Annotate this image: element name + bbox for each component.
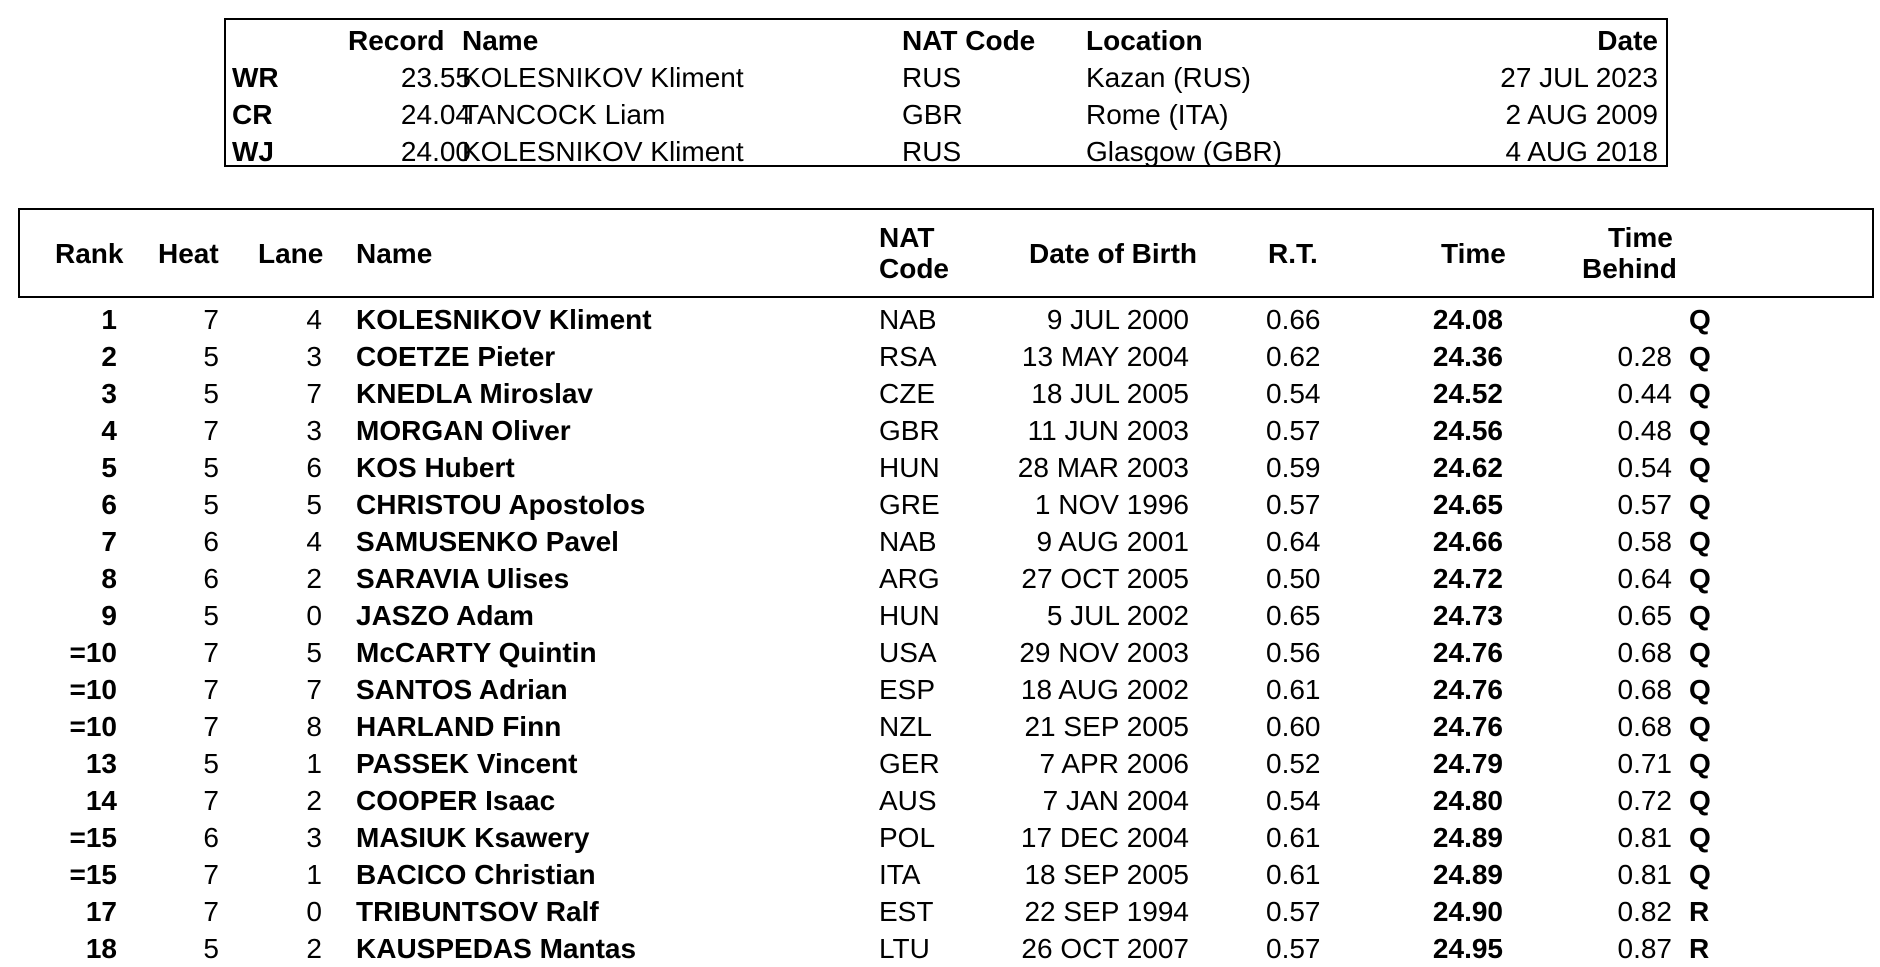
result-reaction-time: 0.52 (1266, 748, 1321, 779)
result-qualification: Q (1689, 637, 1711, 668)
result-heat: 7 (203, 785, 219, 816)
result-time: 24.95 (1432, 933, 1503, 964)
result-lane: 0 (306, 896, 322, 927)
result-dob: 18 AUG 2002 (1020, 674, 1189, 705)
result-lane: 2 (306, 933, 322, 964)
result-time: 24.08 (1432, 304, 1503, 335)
result-nat: GBR (879, 415, 940, 446)
table-row (0, 782, 1880, 819)
result-dob: 11 JUN 2003 (1027, 415, 1189, 446)
result-dob: 17 DEC 2004 (1020, 822, 1189, 853)
records-header-row (226, 22, 1666, 59)
result-nat: ARG (879, 563, 940, 594)
result-reaction-time: 0.65 (1266, 600, 1321, 631)
result-rank: 1 (101, 304, 117, 335)
result-time-behind: 0.64 (1617, 563, 1672, 594)
result-time-behind: 0.71 (1617, 748, 1672, 779)
result-rank: 13 (85, 748, 117, 779)
table-row (0, 375, 1880, 412)
result-rank: 9 (101, 600, 117, 631)
result-nat: GRE (879, 489, 940, 520)
result-reaction-time: 0.62 (1266, 341, 1321, 372)
result-dob: 7 APR 2006 (1039, 748, 1189, 779)
record-code: CR (232, 99, 273, 130)
result-heat: 7 (203, 304, 219, 335)
result-lane: 3 (306, 822, 322, 853)
result-time-behind: 0.65 (1617, 600, 1672, 631)
result-name: JASZO Adam (356, 600, 534, 631)
result-nat: POL (879, 822, 936, 853)
table-row (0, 708, 1880, 745)
result-dob: 7 JAN 2004 (1042, 785, 1189, 816)
record-holder: KOLESNIKOV Kliment (462, 62, 744, 93)
result-time: 24.76 (1432, 674, 1503, 705)
result-name: KAUSPEDAS Mantas (356, 933, 637, 964)
result-dob: 28 MAR 2003 (1017, 452, 1189, 483)
result-time-behind: 0.68 (1617, 674, 1672, 705)
header-heat: Heat (158, 238, 219, 269)
record-row (226, 96, 1666, 133)
result-lane: 1 (306, 748, 322, 779)
header-rank: Rank (55, 238, 124, 269)
result-nat: ESP (879, 674, 936, 705)
result-nat: ITA (879, 859, 921, 890)
result-nat: NAB (879, 304, 937, 335)
result-reaction-time: 0.54 (1266, 785, 1321, 816)
result-time-behind: 0.58 (1617, 526, 1672, 557)
result-dob: 29 NOV 2003 (1019, 637, 1189, 668)
result-lane: 2 (306, 563, 322, 594)
result-heat: 7 (203, 896, 219, 927)
result-heat: 7 (203, 711, 219, 742)
result-heat: 5 (203, 748, 219, 779)
result-qualification: Q (1689, 859, 1711, 890)
result-name: KOLESNIKOV Kliment (356, 304, 652, 335)
result-nat: HUN (879, 600, 940, 631)
result-name: BACICO Christian (356, 859, 596, 890)
result-reaction-time: 0.56 (1266, 637, 1321, 668)
result-lane: 5 (306, 489, 322, 520)
header-behind-line2: Behind (1582, 253, 1677, 284)
result-reaction-time: 0.59 (1266, 452, 1321, 483)
result-heat: 5 (203, 378, 219, 409)
result-name: SARAVIA Ulises (356, 563, 570, 594)
record-row (226, 133, 1666, 170)
result-reaction-time: 0.57 (1266, 489, 1321, 520)
result-dob: 1 NOV 1996 (1034, 489, 1189, 520)
table-row (0, 486, 1880, 523)
record-location: Kazan (RUS) (1086, 62, 1251, 93)
result-rank: =10 (69, 637, 117, 668)
result-time-behind: 0.48 (1617, 415, 1672, 446)
result-lane: 4 (306, 304, 322, 335)
result-qualification: Q (1689, 822, 1711, 853)
result-lane: 3 (306, 341, 322, 372)
result-qualification: Q (1689, 785, 1711, 816)
result-dob: 21 SEP 2005 (1024, 711, 1189, 742)
result-time: 24.76 (1432, 637, 1503, 668)
result-rank: =15 (69, 859, 117, 890)
result-qualification: Q (1689, 674, 1711, 705)
record-nat: GBR (902, 99, 963, 130)
result-reaction-time: 0.61 (1266, 859, 1321, 890)
record-time: 24.04 (400, 99, 471, 130)
result-heat: 7 (203, 674, 219, 705)
result-rank: =10 (69, 674, 117, 705)
result-time-behind: 0.28 (1617, 341, 1672, 372)
result-qualification: Q (1689, 304, 1711, 335)
records-header-location: Location (1086, 25, 1203, 56)
result-lane: 6 (306, 452, 322, 483)
result-heat: 5 (203, 489, 219, 520)
result-heat: 5 (203, 600, 219, 631)
record-date: 2 AUG 2009 (1505, 99, 1658, 130)
result-rank: 2 (101, 341, 117, 372)
result-reaction-time: 0.50 (1266, 563, 1321, 594)
result-nat: USA (879, 637, 937, 668)
result-name: CHRISTOU Apostolos (356, 489, 646, 520)
result-time-behind: 0.81 (1617, 822, 1672, 853)
table-row (0, 523, 1880, 560)
result-qualification: Q (1689, 563, 1711, 594)
result-nat: CZE (879, 378, 935, 409)
result-time: 24.90 (1432, 896, 1503, 927)
result-name: MASIUK Ksawery (356, 822, 590, 853)
table-row (0, 301, 1880, 338)
result-qualification: Q (1689, 748, 1711, 779)
result-time: 24.36 (1432, 341, 1503, 372)
result-reaction-time: 0.64 (1266, 526, 1321, 557)
result-qualification: Q (1689, 341, 1711, 372)
record-time: 23.55 (400, 62, 471, 93)
result-reaction-time: 0.57 (1266, 415, 1321, 446)
record-date: 27 JUL 2023 (1500, 62, 1658, 93)
result-rank: =15 (69, 822, 117, 853)
records-header-date: Date (1597, 25, 1658, 56)
result-rank: 14 (85, 785, 117, 816)
result-dob: 22 SEP 1994 (1024, 896, 1189, 927)
result-heat: 5 (203, 933, 219, 964)
result-qualification: Q (1689, 600, 1711, 631)
header-nat-line1: NAT (879, 222, 935, 253)
result-qualification: Q (1689, 711, 1711, 742)
result-time: 24.62 (1432, 452, 1503, 483)
result-reaction-time: 0.57 (1266, 896, 1321, 927)
result-qualification: Q (1689, 526, 1711, 557)
result-heat: 5 (203, 341, 219, 372)
result-reaction-time: 0.61 (1266, 674, 1321, 705)
result-time-behind: 0.57 (1617, 489, 1672, 520)
result-nat: AUS (879, 785, 937, 816)
table-row (0, 597, 1880, 634)
header-dob: Date of Birth (1029, 238, 1197, 269)
result-name: COETZE Pieter (356, 341, 556, 372)
record-date: 4 AUG 2018 (1505, 136, 1658, 167)
result-heat: 6 (203, 822, 219, 853)
result-nat: EST (879, 896, 934, 927)
result-lane: 8 (306, 711, 322, 742)
result-qualification: R (1689, 933, 1710, 964)
table-row (0, 893, 1880, 930)
result-nat: NZL (879, 711, 932, 742)
record-time: 24.00 (400, 136, 471, 167)
table-row (0, 819, 1880, 856)
records-header-nat: NAT Code (902, 25, 1036, 56)
table-row (0, 634, 1880, 671)
result-name: MORGAN Oliver (356, 415, 571, 446)
result-lane: 7 (306, 378, 322, 409)
result-nat: LTU (879, 933, 930, 964)
result-time: 24.89 (1432, 822, 1503, 853)
record-nat: RUS (902, 62, 962, 93)
result-time-behind: 0.82 (1617, 896, 1672, 927)
result-name: SAMUSENKO Pavel (356, 526, 619, 557)
result-reaction-time: 0.66 (1266, 304, 1321, 335)
result-rank: 3 (101, 378, 117, 409)
result-reaction-time: 0.60 (1266, 711, 1321, 742)
result-time-behind: 0.44 (1617, 378, 1672, 409)
result-time-behind: 0.68 (1617, 637, 1672, 668)
result-dob: 9 JUL 2000 (1046, 304, 1189, 335)
result-lane: 4 (306, 526, 322, 557)
result-heat: 7 (203, 859, 219, 890)
result-qualification: Q (1689, 415, 1711, 446)
result-dob: 18 JUL 2005 (1031, 378, 1189, 409)
result-qualification: Q (1689, 489, 1711, 520)
result-lane: 2 (306, 785, 322, 816)
table-row (0, 449, 1880, 486)
result-rank: 6 (101, 489, 117, 520)
result-heat: 6 (203, 563, 219, 594)
result-qualification: Q (1689, 378, 1711, 409)
result-name: KNEDLA Miroslav (356, 378, 594, 409)
result-time: 24.56 (1432, 415, 1503, 446)
record-location: Rome (ITA) (1086, 99, 1229, 130)
header-name: Name (356, 238, 433, 269)
record-holder: TANCOCK Liam (462, 99, 666, 130)
result-time-behind: 0.72 (1617, 785, 1672, 816)
result-dob: 9 AUG 2001 (1036, 526, 1189, 557)
result-reaction-time: 0.61 (1266, 822, 1321, 853)
records-table (224, 18, 1668, 167)
results-header-row (18, 208, 1874, 298)
result-reaction-time: 0.57 (1266, 933, 1321, 964)
result-name: KOS Hubert (356, 452, 515, 483)
result-heat: 7 (203, 415, 219, 446)
result-time: 24.72 (1432, 563, 1503, 594)
result-time: 24.89 (1432, 859, 1503, 890)
result-rank: 5 (101, 452, 117, 483)
result-qualification: Q (1689, 452, 1711, 483)
table-row (0, 412, 1880, 449)
result-name: TRIBUNTSOV Ralf (356, 896, 599, 927)
header-time: Time (1441, 238, 1506, 269)
result-nat: HUN (879, 452, 940, 483)
record-code: WR (232, 62, 279, 93)
record-row (226, 59, 1666, 96)
result-dob: 27 OCT 2005 (1021, 563, 1189, 594)
result-time: 24.66 (1432, 526, 1503, 557)
records-header-record: Record (348, 25, 445, 56)
result-time: 24.65 (1432, 489, 1503, 520)
table-row (0, 930, 1880, 967)
result-time: 24.80 (1432, 785, 1503, 816)
result-lane: 0 (306, 600, 322, 631)
result-rank: 4 (101, 415, 117, 446)
result-dob: 18 SEP 2005 (1024, 859, 1189, 890)
result-nat: RSA (879, 341, 937, 372)
record-code: WJ (232, 136, 274, 167)
result-heat: 7 (203, 637, 219, 668)
result-dob: 5 JUL 2002 (1046, 600, 1189, 631)
result-time-behind: 0.54 (1617, 452, 1672, 483)
table-row (0, 671, 1880, 708)
result-rank: 8 (101, 563, 117, 594)
result-nat: GER (879, 748, 940, 779)
result-rank: =10 (69, 711, 117, 742)
result-dob: 26 OCT 2007 (1021, 933, 1189, 964)
result-time: 24.73 (1432, 600, 1503, 631)
table-row (0, 745, 1880, 782)
result-lane: 1 (306, 859, 322, 890)
table-row (0, 338, 1880, 375)
records-header-name: Name (462, 25, 539, 56)
result-qualification: R (1689, 896, 1710, 927)
result-name: SANTOS Adrian (356, 674, 568, 705)
header-behind-line1: Time (1608, 222, 1673, 253)
header-nat-line2: Code (879, 253, 949, 284)
result-reaction-time: 0.54 (1266, 378, 1321, 409)
result-time: 24.52 (1432, 378, 1503, 409)
result-rank: 17 (85, 896, 117, 927)
result-time-behind: 0.68 (1617, 711, 1672, 742)
table-row (0, 856, 1880, 893)
record-location: Glasgow (GBR) (1086, 136, 1283, 167)
header-lane: Lane (258, 238, 324, 269)
result-time: 24.79 (1432, 748, 1503, 779)
result-name: McCARTY Quintin (356, 637, 597, 668)
header-rt: R.T. (1268, 238, 1318, 269)
result-dob: 13 MAY 2004 (1021, 341, 1189, 372)
result-nat: NAB (879, 526, 937, 557)
result-heat: 5 (203, 452, 219, 483)
result-name: HARLAND Finn (356, 711, 562, 742)
result-lane: 5 (306, 637, 322, 668)
record-holder: KOLESNIKOV Kliment (462, 136, 744, 167)
result-name: COOPER Isaac (356, 785, 556, 816)
result-time: 24.76 (1432, 711, 1503, 742)
result-lane: 7 (306, 674, 322, 705)
record-nat: RUS (902, 136, 962, 167)
table-row (0, 560, 1880, 597)
result-rank: 18 (85, 933, 117, 964)
result-rank: 7 (101, 526, 117, 557)
result-heat: 6 (203, 526, 219, 557)
result-time-behind: 0.87 (1617, 933, 1672, 964)
result-name: PASSEK Vincent (356, 748, 578, 779)
result-time-behind: 0.81 (1617, 859, 1672, 890)
result-lane: 3 (306, 415, 322, 446)
